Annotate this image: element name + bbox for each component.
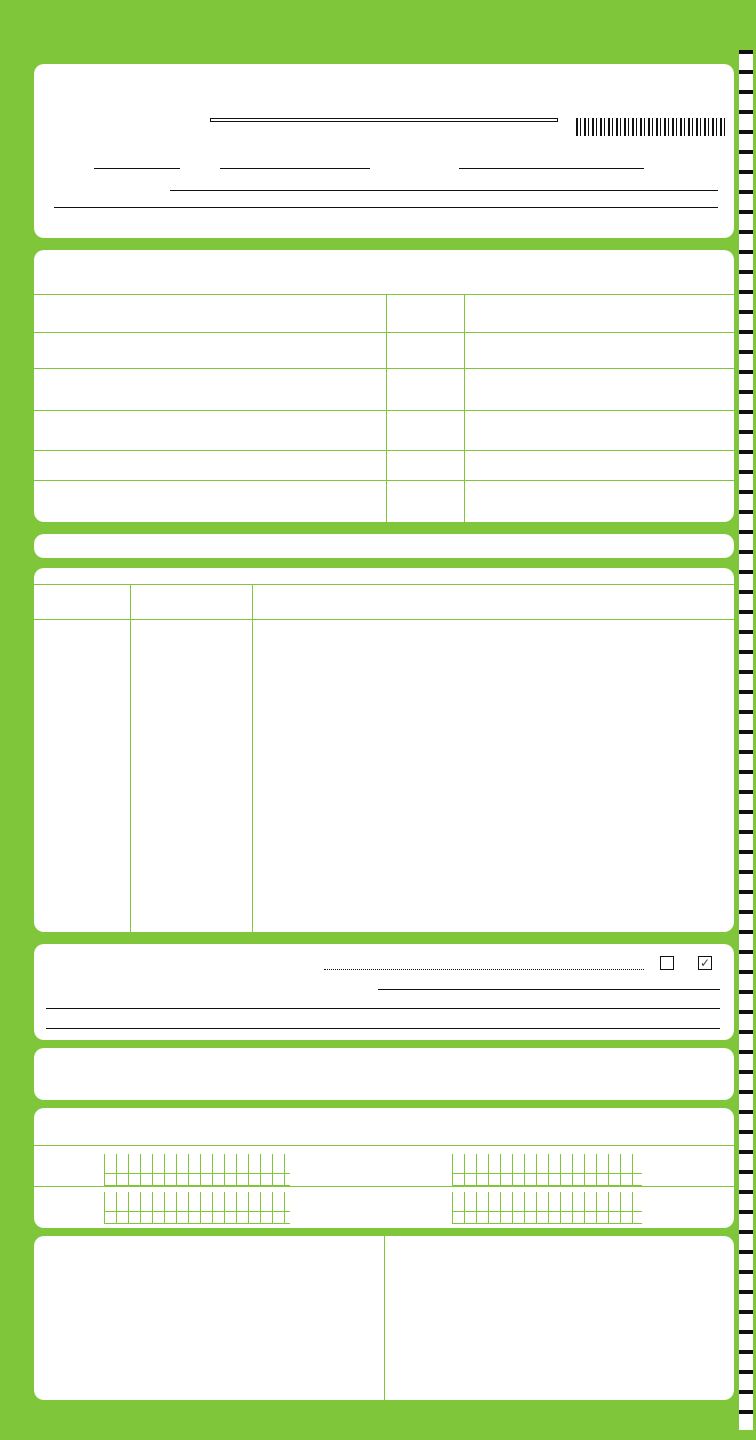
item-row-d [34, 411, 734, 451]
acta-title [210, 118, 558, 122]
incidentes-panel [34, 944, 734, 1040]
item-row-a [34, 295, 734, 333]
si-checkbox[interactable] [660, 956, 674, 970]
item-grid [34, 294, 734, 522]
seccion-value [94, 168, 180, 169]
barcode [576, 118, 726, 136]
resultados-header [34, 584, 734, 620]
escrutinio-panel [34, 250, 734, 522]
item-row-f [34, 481, 734, 523]
ubicacion-line-2 [54, 207, 718, 208]
ubicacion-line-1 [170, 190, 718, 191]
item-row-e [34, 451, 734, 481]
casilla-value [220, 168, 370, 169]
item-row-c [34, 369, 734, 411]
legal-panel [34, 1048, 734, 1100]
edge-tick-marks [739, 50, 753, 1430]
representantes-rows [34, 1268, 734, 1400]
representantes-panel [34, 1236, 734, 1400]
urna-note [34, 534, 734, 558]
item-row-b [34, 333, 734, 369]
mesa-panel [34, 1108, 734, 1228]
no-checkbox-checked[interactable]: ✓ [699, 956, 711, 970]
header-panel [34, 64, 734, 238]
resultados-panel [34, 568, 734, 932]
municipio-value [459, 168, 644, 169]
resultados-rows [34, 620, 734, 932]
